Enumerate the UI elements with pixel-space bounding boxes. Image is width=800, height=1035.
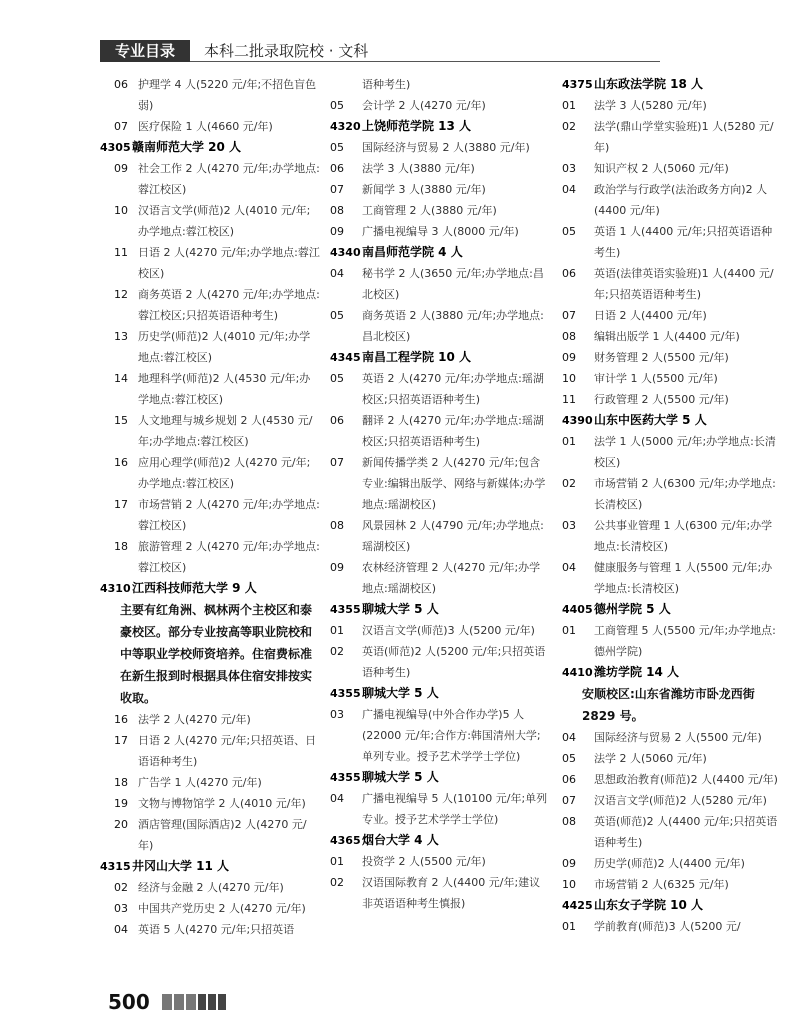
header-rule (190, 61, 660, 62)
major-code: 01 (562, 435, 576, 448)
major-text: 语种考生) (362, 78, 411, 91)
major-code: 14 (114, 372, 128, 385)
major-row (330, 641, 550, 683)
major-code: 09 (330, 561, 344, 574)
major-text: 文物与博物馆学 2 人(4010 元/年) (138, 797, 306, 810)
major-row (562, 368, 782, 389)
major-text: 商务英语 2 人(3880 元/年;办学地点:昌北校区) (362, 309, 544, 343)
major-row (562, 916, 782, 937)
major-code: 01 (330, 855, 344, 868)
school-code: 4425 (562, 899, 593, 912)
major-code: 16 (114, 713, 128, 726)
major-code: 03 (562, 162, 576, 175)
major-code: 06 (114, 78, 128, 91)
school-code: 4355 (330, 687, 361, 700)
school-heading (330, 242, 550, 263)
major-text: 日语 2 人(4270 元/年;只招英语、日语语种考生) (138, 734, 317, 768)
column-2 (330, 74, 550, 914)
major-code: 06 (330, 414, 344, 427)
major-row (100, 814, 320, 856)
major-code: 01 (562, 920, 576, 933)
major-code: 09 (562, 351, 576, 364)
school-name: 聊城大学 5 人 (362, 602, 439, 616)
major-text: 英语(师范)2 人(4400 元/年;只招英语语种考生) (594, 815, 778, 849)
school-heading (330, 599, 550, 620)
school-heading (100, 578, 320, 599)
major-text: 投资学 2 人(5500 元/年) (362, 855, 486, 868)
school-code: 4375 (562, 78, 593, 91)
major-code: 02 (562, 120, 576, 133)
major-code: 06 (562, 773, 576, 786)
school-code: 4315 (100, 860, 131, 873)
school-code: 4355 (330, 603, 361, 616)
school-heading (562, 662, 782, 683)
major-text: 人文地理与城乡规划 2 人(4530 元/年;办学地点:蓉江校区) (138, 414, 313, 448)
major-code: 04 (330, 267, 344, 280)
major-text: 会计学 2 人(4270 元/年) (362, 99, 486, 112)
major-code: 15 (114, 414, 128, 427)
major-text: 市场营销 2 人(4270 元/年;办学地点:蓉江校区) (138, 498, 320, 532)
school-code: 4390 (562, 414, 593, 427)
school-heading (562, 895, 782, 916)
major-text: 翻译 2 人(4270 元/年;办学地点:瑶湖校区;只招英语语种考生) (362, 414, 544, 448)
major-row (330, 452, 550, 515)
major-text: 历史学(师范)2 人(4010 元/年;办学地点:蓉江校区) (138, 330, 311, 364)
major-row (562, 515, 782, 557)
major-code: 07 (562, 309, 576, 322)
major-text: 新闻传播学类 2 人(4270 元/年;包含专业:编辑出版学、网络与新媒体;办学地点:瑶湖校区) (362, 456, 546, 511)
school-note: 安顺校区:山东省潍坊市卧龙西街 2829 号。 (582, 687, 755, 723)
major-code: 05 (330, 309, 344, 322)
school-name: 井冈山大学 11 人 (132, 859, 230, 873)
major-row (100, 536, 320, 578)
major-text: 旅游管理 2 人(4270 元/年;办学地点:蓉江校区) (138, 540, 320, 574)
school-name: 山东中医药大学 5 人 (594, 413, 707, 427)
school-name: 山东女子学院 10 人 (594, 898, 704, 912)
major-text: 法学 1 人(5000 元/年;办学地点:长清校区) (594, 435, 776, 469)
major-code: 17 (114, 734, 128, 747)
school-code: 4345 (330, 351, 361, 364)
footer-bar-decoration (162, 994, 226, 1010)
major-text: 风景园林 2 人(4790 元/年;办学地点:瑶湖校区) (362, 519, 544, 553)
major-text: 医疗保险 1 人(4660 元/年) (138, 120, 273, 133)
major-text: 英语 2 人(4270 元/年;办学地点:瑶湖校区;只招英语语种考生) (362, 372, 544, 406)
major-text: 汉语言文学(师范)2 人(4010 元/年;办学地点:蓉江校区) (138, 204, 311, 238)
school-heading (100, 856, 320, 877)
major-code: 08 (562, 330, 576, 343)
school-code: 4310 (100, 582, 131, 595)
major-text: 法学 2 人(4270 元/年) (138, 713, 251, 726)
school-heading (100, 137, 320, 158)
major-text: 工商管理 5 人(5500 元/年;办学地点:德州学院) (594, 624, 776, 658)
school-heading (330, 116, 550, 137)
major-row (562, 790, 782, 811)
major-text: 市场营销 2 人(6300 元/年;办学地点:长清校区) (594, 477, 776, 511)
major-text: 国际经济与贸易 2 人(5500 元/年) (594, 731, 762, 744)
major-code: 13 (114, 330, 128, 343)
major-code: 03 (562, 519, 576, 532)
school-name: 德州学院 5 人 (594, 602, 671, 616)
school-heading (330, 347, 550, 368)
major-code: 02 (330, 876, 344, 889)
major-row (330, 704, 550, 767)
school-code: 4340 (330, 246, 361, 259)
major-row (330, 158, 550, 179)
major-code: 16 (114, 456, 128, 469)
major-row (562, 620, 782, 662)
major-row (562, 473, 782, 515)
major-text: 广告学 1 人(4270 元/年) (138, 776, 262, 789)
major-code: 05 (330, 372, 344, 385)
major-text: 英语 5 人(4270 元/年;只招英语 (138, 923, 295, 936)
major-row (562, 179, 782, 221)
major-row (100, 326, 320, 368)
major-code: 01 (562, 624, 576, 637)
major-code: 08 (330, 519, 344, 532)
major-text: 汉语言文学(师范)2 人(5280 元/年) (594, 794, 767, 807)
major-text: 法学 2 人(5060 元/年) (594, 752, 707, 765)
major-text: 行政管理 2 人(5500 元/年) (594, 393, 729, 406)
major-text: 思想政治教育(师范)2 人(4400 元/年) (594, 773, 778, 786)
major-row (100, 284, 320, 326)
column-3 (562, 74, 782, 937)
major-row (562, 748, 782, 769)
major-code: 02 (562, 477, 576, 490)
major-code: 07 (562, 794, 576, 807)
major-text: 财务管理 2 人(5500 元/年) (594, 351, 729, 364)
major-row (100, 74, 320, 116)
major-code: 09 (114, 162, 128, 175)
major-text: 广播电视编导 5 人(10100 元/年;单列专业。授予艺术学学士学位) (362, 792, 548, 826)
major-text: 英语(法律英语实验班)1 人(4400 元/年;只招英语语种考生) (594, 267, 774, 301)
major-text: 秘书学 2 人(3650 元/年;办学地点:昌北校区) (362, 267, 544, 301)
major-row (562, 305, 782, 326)
major-code: 05 (562, 752, 576, 765)
major-row (562, 347, 782, 368)
major-code: 07 (330, 183, 344, 196)
major-text: 社会工作 2 人(4270 元/年;办学地点:蓉江校区) (138, 162, 320, 196)
major-code: 01 (562, 99, 576, 112)
school-name: 烟台大学 4 人 (362, 833, 439, 847)
major-text: 编辑出版学 1 人(4400 元/年) (594, 330, 740, 343)
major-code: 02 (114, 881, 128, 894)
major-text: 新闻学 3 人(3880 元/年) (362, 183, 486, 196)
page-number: 500 (108, 990, 150, 1014)
major-code: 08 (562, 815, 576, 828)
major-code: 05 (330, 99, 344, 112)
major-text: 英语(师范)2 人(5200 元/年;只招英语语种考生) (362, 645, 546, 679)
major-text: 公共事业管理 1 人(6300 元/年;办学地点:长清校区) (594, 519, 773, 553)
major-code: 10 (562, 372, 576, 385)
school-heading (562, 599, 782, 620)
major-row (330, 179, 550, 200)
major-text: 知识产权 2 人(5060 元/年) (594, 162, 729, 175)
school-name: 聊城大学 5 人 (362, 686, 439, 700)
major-code: 05 (330, 141, 344, 154)
school-name: 聊城大学 5 人 (362, 770, 439, 784)
major-row (100, 116, 320, 137)
major-code: 07 (330, 456, 344, 469)
major-row (562, 557, 782, 599)
major-row (330, 221, 550, 242)
major-text: 英语 1 人(4400 元/年;只招英语语种考生) (594, 225, 773, 259)
major-code: 09 (330, 225, 344, 238)
major-row (100, 793, 320, 814)
major-code: 07 (114, 120, 128, 133)
school-note: 主要有红角洲、枫林两个主校区和泰豪校区。部分专业按高等职业院校和中等职业学校师资培养。住宿费标准在新生报到时根据具体住宿安排按实收取。 (120, 603, 313, 705)
school-code: 4410 (562, 666, 593, 679)
major-code: 01 (330, 624, 344, 637)
major-code: 11 (562, 393, 576, 406)
major-code: 20 (114, 818, 128, 831)
major-text: 酒店管理(国际酒店)2 人(4270 元/年) (138, 818, 307, 852)
major-row (330, 872, 550, 914)
major-row (330, 788, 550, 830)
major-code: 05 (562, 225, 576, 238)
major-row (562, 95, 782, 116)
major-row (100, 410, 320, 452)
major-row (562, 221, 782, 263)
major-row (562, 263, 782, 305)
major-text: 广播电视编导 3 人(8000 元/年) (362, 225, 519, 238)
major-text: 地理科学(师范)2 人(4530 元/年;办学地点:蓉江校区) (138, 372, 311, 406)
major-row (330, 305, 550, 347)
major-row (330, 200, 550, 221)
major-code: 09 (562, 857, 576, 870)
major-row (562, 158, 782, 179)
major-row (100, 494, 320, 536)
school-code: 4320 (330, 120, 361, 133)
major-code: 18 (114, 776, 128, 789)
major-code: 04 (330, 792, 344, 805)
major-row (100, 772, 320, 793)
major-row (100, 242, 320, 284)
major-row (100, 368, 320, 410)
major-text: 工商管理 2 人(3880 元/年) (362, 204, 497, 217)
major-row (100, 919, 320, 940)
major-row (330, 368, 550, 410)
major-row (562, 431, 782, 473)
major-row (100, 709, 320, 730)
major-code: 06 (562, 267, 576, 280)
major-row (330, 263, 550, 305)
major-text: 汉语言文学(师范)3 人(5200 元/年) (362, 624, 535, 637)
major-row (100, 452, 320, 494)
school-name: 南昌师范学院 4 人 (362, 245, 463, 259)
major-row (100, 200, 320, 242)
major-text: 审计学 1 人(5500 元/年) (594, 372, 718, 385)
major-row (330, 95, 550, 116)
major-code: 02 (330, 645, 344, 658)
major-row (330, 137, 550, 158)
major-row (100, 730, 320, 772)
major-code: 19 (114, 797, 128, 810)
school-heading (330, 830, 550, 851)
major-row (100, 898, 320, 919)
major-text: 汉语国际教育 2 人(4400 元/年;建议非英语语种考生慎报) (362, 876, 541, 910)
school-heading (562, 410, 782, 431)
major-text: 国际经济与贸易 2 人(3880 元/年) (362, 141, 530, 154)
major-text: 农林经济管理 2 人(4270 元/年;办学地点:瑶湖校区) (362, 561, 541, 595)
major-code: 17 (114, 498, 128, 511)
major-row (100, 877, 320, 898)
major-code: 12 (114, 288, 128, 301)
school-heading (562, 74, 782, 95)
major-text: 法学(鼎山学堂实验班)1 人(5280 元/年) (594, 120, 774, 154)
major-code: 04 (562, 731, 576, 744)
major-text: 经济与金融 2 人(4270 元/年) (138, 881, 284, 894)
major-text: 市场营销 2 人(6325 元/年) (594, 878, 729, 891)
school-name: 潍坊学院 14 人 (594, 665, 680, 679)
major-row (330, 620, 550, 641)
school-name: 上饶师范学院 13 人 (362, 119, 472, 133)
section-subtitle: 本科二批录取院校 · 文科 (204, 42, 369, 60)
section-label: 专业目录 (100, 40, 190, 62)
school-name: 江西科技师范大学 9 人 (132, 581, 257, 595)
major-text: 学前教育(师范)3 人(5200 元/ (594, 920, 741, 933)
major-code: 03 (330, 708, 344, 721)
major-text: 历史学(师范)2 人(4400 元/年) (594, 857, 745, 870)
major-row (330, 557, 550, 599)
major-row (562, 116, 782, 158)
school-heading (330, 683, 550, 704)
major-code: 04 (562, 183, 576, 196)
major-row (562, 326, 782, 347)
major-code: 10 (562, 878, 576, 891)
school-code: 4365 (330, 834, 361, 847)
major-row (330, 515, 550, 557)
page-header (100, 40, 660, 62)
column-1 (100, 74, 320, 940)
major-code: 10 (114, 204, 128, 217)
major-code: 18 (114, 540, 128, 553)
major-text: 护理学 4 人(5220 元/年;不招色盲色弱) (138, 78, 317, 112)
major-text: 商务英语 2 人(4270 元/年;办学地点:蓉江校区;只招英语语种考生) (138, 288, 320, 322)
major-row (562, 727, 782, 748)
major-text: 广播电视编导(中外合作办学)5 人(22000 元/年;合作方:韩国清州大学;单列专业。授予艺术学学士学位) (362, 708, 541, 763)
major-text: 日语 2 人(4400 元/年) (594, 309, 707, 322)
major-row (100, 158, 320, 200)
major-text: 政治学与行政学(法治政务方向)2 人(4400 元/年) (594, 183, 768, 217)
major-code: 04 (114, 923, 128, 936)
school-code: 4305 (100, 141, 131, 154)
major-text: 日语 2 人(4270 元/年;办学地点:蓉江校区) (138, 246, 320, 280)
major-row (330, 851, 550, 872)
major-code: 06 (330, 162, 344, 175)
school-name: 南昌工程学院 10 人 (362, 350, 472, 364)
major-row (562, 811, 782, 853)
major-row (562, 389, 782, 410)
major-code: 08 (330, 204, 344, 217)
school-code: 4355 (330, 771, 361, 784)
school-code: 4405 (562, 603, 593, 616)
major-row (562, 874, 782, 895)
major-continuation (330, 74, 550, 95)
major-code: 11 (114, 246, 128, 259)
major-text: 健康服务与管理 1 人(5500 元/年;办学地点:长清校区) (594, 561, 773, 595)
major-text: 法学 3 人(5280 元/年) (594, 99, 707, 112)
major-code: 03 (114, 902, 128, 915)
major-row (330, 410, 550, 452)
major-code: 04 (562, 561, 576, 574)
major-row (562, 769, 782, 790)
school-name: 山东政法学院 18 人 (594, 77, 704, 91)
school-heading (330, 767, 550, 788)
school-name: 赣南师范大学 20 人 (132, 140, 242, 154)
major-text: 应用心理学(师范)2 人(4270 元/年;办学地点:蓉江校区) (138, 456, 311, 490)
major-text: 中国共产党历史 2 人(4270 元/年) (138, 902, 306, 915)
major-row (562, 853, 782, 874)
major-text: 法学 3 人(3880 元/年) (362, 162, 475, 175)
